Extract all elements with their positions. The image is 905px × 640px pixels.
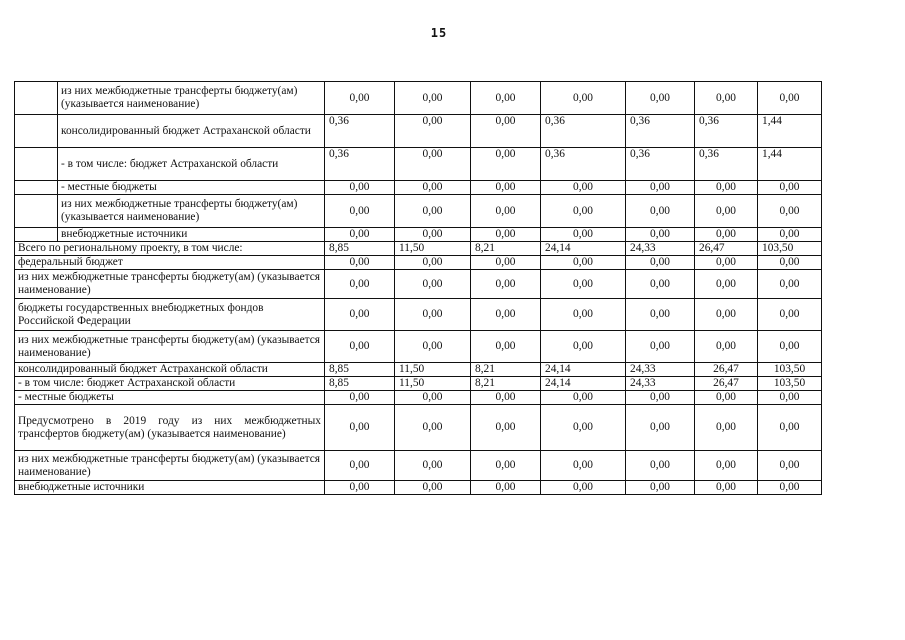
value-cell: 0,00 [626,270,695,299]
table-row [15,256,822,270]
value-cell: 0,36 [325,115,395,148]
value-cell: 0,00 [325,256,395,270]
value-cell: 0,00 [758,391,822,405]
value-cell: 0,00 [325,270,395,299]
row-label: - в том числе: бюджет Астраханской области [15,377,325,391]
value-cell: 24,33 [626,242,695,256]
value-cell: 0,00 [325,405,395,451]
value-cell: 0,00 [626,405,695,451]
table-row [15,195,822,228]
value-cell: 0,36 [695,148,758,181]
value-cell: 8,85 [325,363,395,377]
value-cell: 0,00 [626,181,695,195]
value-cell: 0,00 [695,481,758,495]
value-cell: 0,00 [626,481,695,495]
value-cell: 0,00 [471,331,541,363]
row-label: консолидированный бюджет Астраханской области [58,115,325,148]
value-cell: 0,00 [395,331,471,363]
value-cell: 0,00 [626,228,695,242]
value-cell: 103,50 [758,363,822,377]
row-label: - местные бюджеты [58,181,325,195]
value-cell: 0,00 [395,481,471,495]
table-row [15,377,822,391]
value-cell: 0,00 [541,228,626,242]
value-cell: 0,00 [471,405,541,451]
value-cell: 0,00 [395,148,471,181]
value-cell: 0,00 [758,256,822,270]
value-cell: 0,00 [695,451,758,481]
value-cell: 0,00 [471,82,541,115]
value-cell: 8,21 [471,242,541,256]
value-cell: 0,00 [471,228,541,242]
value-cell: 0,00 [695,270,758,299]
value-cell: 0,00 [541,82,626,115]
value-cell: 0,00 [758,299,822,331]
row-label: из них межбюджетные трансферты бюджету(ам) (указывается наименование) [15,331,325,363]
row-label: внебюджетные источники [15,481,325,495]
value-cell: 0,00 [695,82,758,115]
indent-cell [15,195,58,228]
value-cell: 0,00 [325,299,395,331]
indent-cell [15,148,58,181]
value-cell: 0,00 [758,481,822,495]
value-cell: 0,00 [695,228,758,242]
value-cell: 0,00 [626,256,695,270]
value-cell: 24,14 [541,242,626,256]
value-cell: 24,33 [626,377,695,391]
value-cell: 0,00 [395,228,471,242]
value-cell: 0,00 [395,270,471,299]
table-row [15,331,822,363]
table-row [15,405,822,451]
row-label: - местные бюджеты [15,391,325,405]
row-label: консолидированный бюджет Астраханской области [15,363,325,377]
table-row [15,363,822,377]
value-cell: 0,00 [395,181,471,195]
table-row [15,391,822,405]
value-cell: 0,00 [541,299,626,331]
table-row [15,148,822,181]
value-cell: 26,47 [695,377,758,391]
indent-cell [15,181,58,195]
table-row [15,481,822,495]
row-label: Всего по региональному проекту, в том числе: [15,242,325,256]
value-cell: 0,00 [395,195,471,228]
page-number: 15 [430,26,448,40]
table-row [15,228,822,242]
value-cell: 0,36 [695,115,758,148]
value-cell: 0,00 [695,299,758,331]
row-label: федеральный бюджет [15,256,325,270]
value-cell: 0,36 [626,115,695,148]
value-cell: 26,47 [695,242,758,256]
value-cell: 0,00 [471,299,541,331]
value-cell: 0,00 [695,391,758,405]
value-cell: 0,00 [325,391,395,405]
value-cell: 0,00 [541,391,626,405]
value-cell: 0,00 [325,82,395,115]
value-cell: 8,85 [325,242,395,256]
value-cell: 8,85 [325,377,395,391]
value-cell: 0,00 [541,181,626,195]
value-cell: 0,00 [471,451,541,481]
value-cell: 0,00 [758,82,822,115]
value-cell: 1,44 [758,148,822,181]
value-cell: 0,00 [471,181,541,195]
value-cell: 0,36 [541,115,626,148]
value-cell: 0,00 [758,181,822,195]
value-cell: 0,00 [471,148,541,181]
value-cell: 0,00 [325,181,395,195]
indent-cell [15,82,58,115]
row-label: бюджеты государственных внебюджетных фондов Российской Федерации [15,299,325,331]
value-cell: 0,00 [395,405,471,451]
value-cell: 103,50 [758,242,822,256]
row-label: из них межбюджетные трансферты бюджету(ам) (указывается наименование) [58,82,325,115]
value-cell: 8,21 [471,363,541,377]
value-cell: 103,50 [758,377,822,391]
value-cell: 0,00 [395,391,471,405]
value-cell: 11,50 [395,377,471,391]
value-cell: 0,00 [626,82,695,115]
value-cell: 0,00 [325,195,395,228]
value-cell: 0,00 [626,299,695,331]
budget-table [14,81,822,495]
table-row [15,82,822,115]
value-cell: 0,00 [395,256,471,270]
row-label: из них межбюджетные трансферты бюджету(ам) (указывается наименование) [15,451,325,481]
value-cell: 0,00 [395,115,471,148]
value-cell: 0,00 [541,405,626,451]
value-cell: 0,00 [541,331,626,363]
row-label: из них межбюджетные трансферты бюджету(ам) (указывается наименование) [15,270,325,299]
value-cell: 0,00 [471,481,541,495]
indent-cell [15,115,58,148]
value-cell: 0,00 [325,228,395,242]
value-cell: 0,00 [471,270,541,299]
row-label: Предусмотрено в 2019 году из них межбюджетных трансфертов бюджету(ам) (указывается наименование) [15,405,325,451]
value-cell: 0,00 [626,451,695,481]
value-cell: 0,00 [626,391,695,405]
indent-cell [15,228,58,242]
value-cell: 0,00 [541,481,626,495]
value-cell: 0,00 [325,331,395,363]
table-row [15,451,822,481]
value-cell: 0,00 [758,228,822,242]
value-cell: 0,00 [695,405,758,451]
value-cell: 0,00 [541,270,626,299]
value-cell: 0,00 [325,451,395,481]
value-cell: 0,00 [325,481,395,495]
value-cell: 0,36 [541,148,626,181]
value-cell: 8,21 [471,377,541,391]
value-cell: 0,00 [758,451,822,481]
value-cell: 0,00 [695,256,758,270]
row-label: внебюджетные источники [58,228,325,242]
value-cell: 11,50 [395,363,471,377]
value-cell: 0,00 [471,195,541,228]
table-row [15,270,822,299]
value-cell: 0,00 [471,256,541,270]
value-cell: 11,50 [395,242,471,256]
value-cell: 0,00 [541,256,626,270]
value-cell: 0,00 [695,181,758,195]
value-cell: 0,00 [395,82,471,115]
value-cell: 0,36 [325,148,395,181]
value-cell: 0,00 [471,391,541,405]
table-row [15,115,822,148]
value-cell: 26,47 [695,363,758,377]
value-cell: 0,00 [758,270,822,299]
value-cell: 0,00 [695,331,758,363]
table-row [15,181,822,195]
value-cell: 0,00 [626,331,695,363]
value-cell: 0,00 [626,195,695,228]
table-row [15,299,822,331]
value-cell: 0,00 [758,405,822,451]
value-cell: 24,14 [541,377,626,391]
value-cell: 0,00 [471,115,541,148]
row-label: из них межбюджетные трансферты бюджету(ам) (указывается наименование) [58,195,325,228]
value-cell: 0,00 [695,195,758,228]
value-cell: 24,33 [626,363,695,377]
value-cell: 1,44 [758,115,822,148]
value-cell: 0,00 [758,331,822,363]
value-cell: 0,00 [395,299,471,331]
row-label: - в том числе: бюджет Астраханской области [58,148,325,181]
value-cell: 24,14 [541,363,626,377]
value-cell: 0,00 [541,195,626,228]
value-cell: 0,36 [626,148,695,181]
value-cell: 0,00 [541,451,626,481]
value-cell: 0,00 [395,451,471,481]
table-row-total [15,242,822,256]
value-cell: 0,00 [758,195,822,228]
